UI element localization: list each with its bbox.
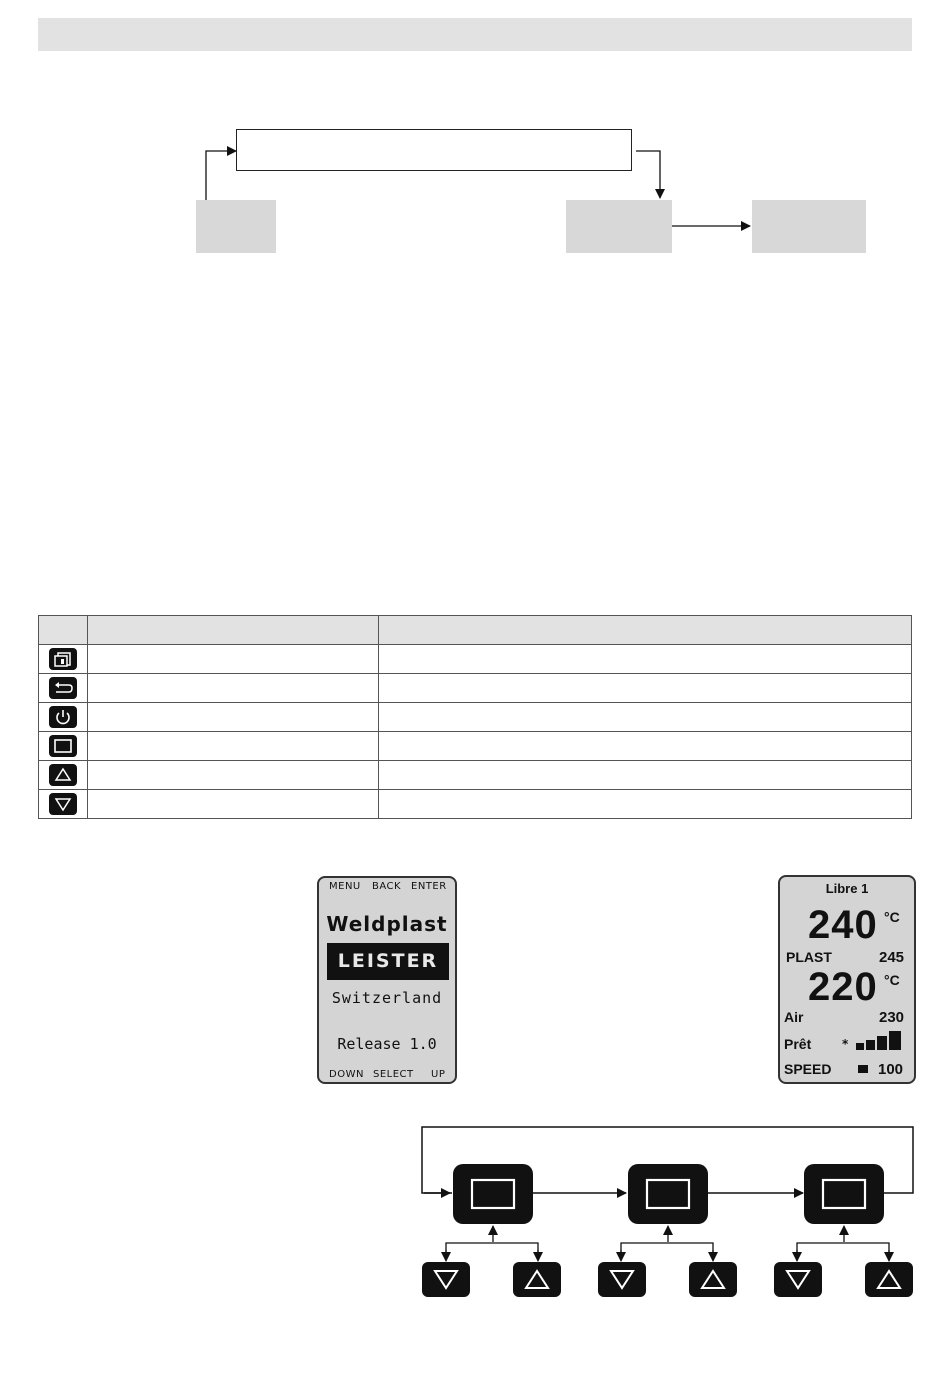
- air-unit: °C: [884, 972, 900, 988]
- brand-logo: LEISTER: [327, 943, 449, 980]
- table-row: [39, 674, 912, 703]
- main-display: [778, 875, 916, 1084]
- plast-temperature: 240: [808, 903, 878, 947]
- country-label: Switzerland: [331, 989, 443, 1007]
- speed-value: 100: [878, 1061, 904, 1078]
- air-label: Air: [784, 1009, 804, 1025]
- air-temperature: 220: [808, 965, 878, 1009]
- speed-icon: [858, 1065, 868, 1073]
- lcd-menu-label: MENU: [329, 881, 361, 892]
- table-row: [39, 761, 912, 790]
- nav-down-key-2: [598, 1262, 646, 1297]
- lcd-enter-label: ENTER: [411, 881, 447, 892]
- nav-enter-key-3: [804, 1164, 884, 1224]
- table-row: [39, 790, 912, 819]
- lcd-down-label: DOWN: [329, 1069, 364, 1080]
- plast-setpoint: 245: [879, 949, 905, 966]
- enter-icon: [49, 735, 77, 757]
- down-arrow-icon: [49, 793, 77, 815]
- svg-text:*: *: [842, 1037, 849, 1051]
- nav-down-key-1: [422, 1262, 470, 1297]
- release-label: Release 1.0: [337, 1035, 437, 1053]
- table-header-row: [39, 616, 912, 645]
- speed-label: SPEED: [784, 1061, 832, 1077]
- plast-label: PLAST: [786, 949, 832, 965]
- lcd-back-label: BACK: [372, 881, 402, 892]
- signal-bars-icon: [840, 1027, 912, 1053]
- back-icon: [49, 677, 77, 699]
- nav-enter-key-1: [453, 1164, 533, 1224]
- nav-up-key-2: [689, 1262, 737, 1297]
- table-row: [39, 703, 912, 732]
- nav-down-key-3: [774, 1262, 822, 1297]
- nav-enter-key-2: [628, 1164, 708, 1224]
- power-icon: [49, 706, 77, 728]
- lcd-up-label: UP: [431, 1069, 446, 1080]
- menu-icon: [49, 648, 77, 670]
- table-row: [39, 732, 912, 761]
- table-row: [39, 645, 912, 674]
- product-name: Weldplast: [326, 912, 448, 936]
- startup-display: [317, 876, 457, 1084]
- nav-up-key-3: [865, 1262, 913, 1297]
- up-arrow-icon: [49, 764, 77, 786]
- plast-unit: °C: [884, 909, 900, 925]
- lcd-select-label: SELECT: [373, 1069, 414, 1080]
- nav-up-key-1: [513, 1262, 561, 1297]
- key-function-table: [38, 615, 912, 819]
- profile-name: Libre 1: [825, 881, 869, 896]
- air-setpoint: 230: [879, 1009, 905, 1026]
- status-label: Prêt: [784, 1036, 812, 1052]
